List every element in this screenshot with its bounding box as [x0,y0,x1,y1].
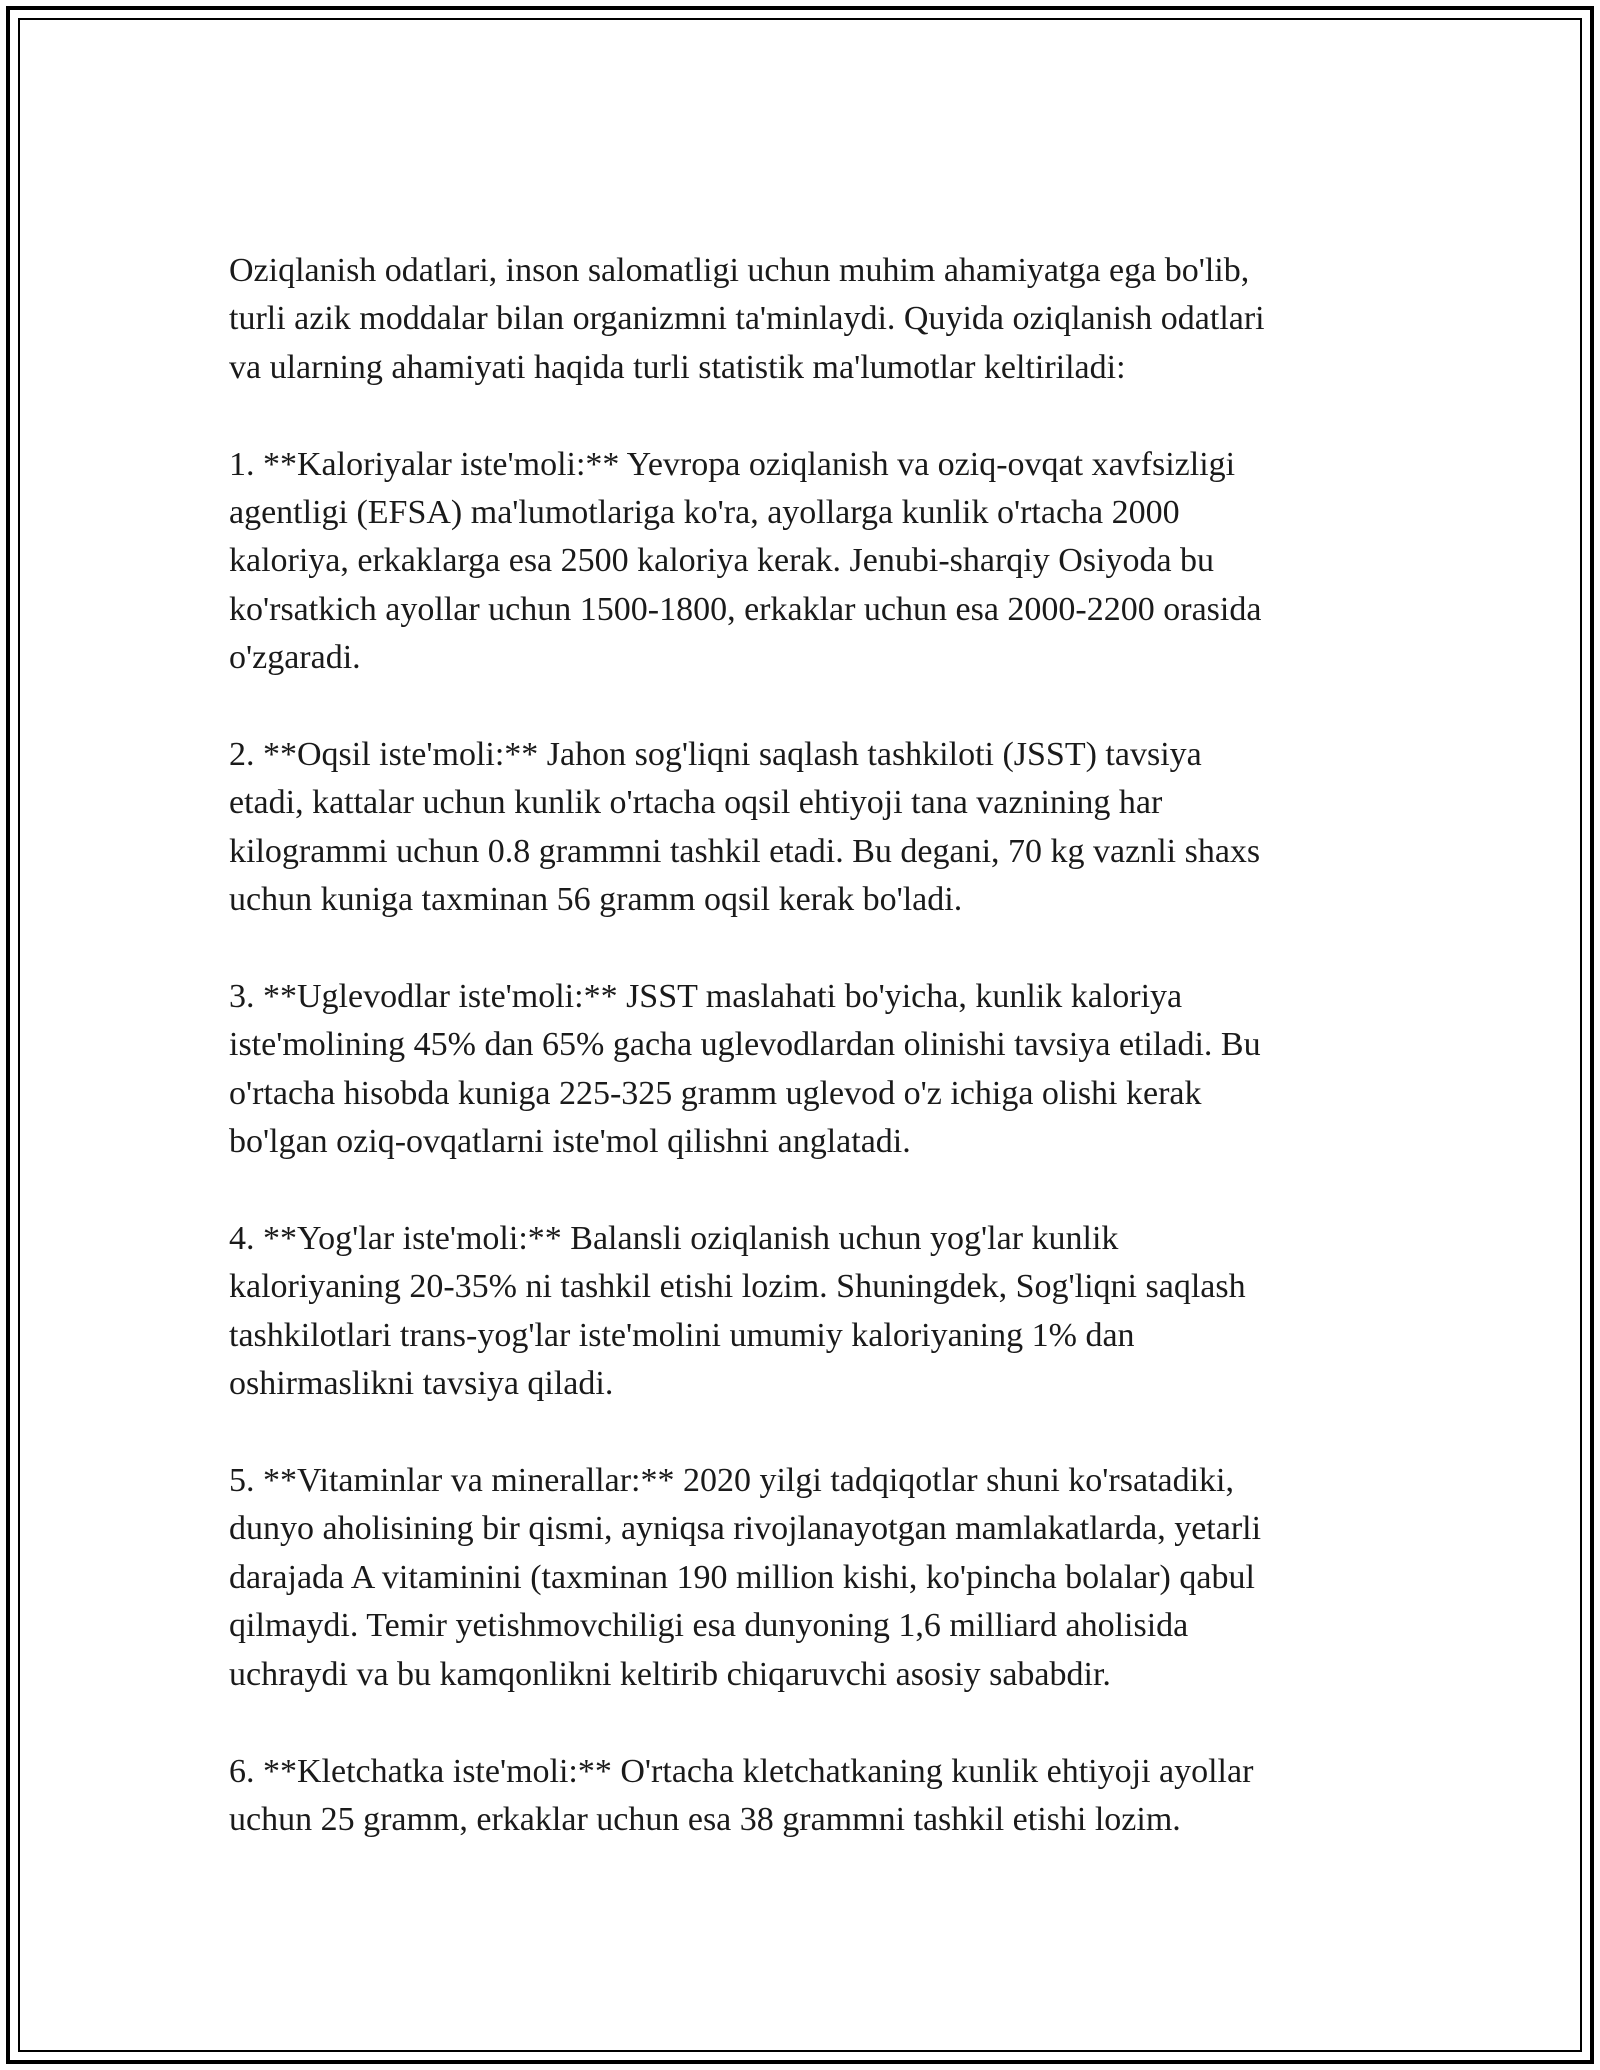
list-item-calories: 1. **Kaloriyalar iste'moli:** Yevropa oziqlanish va oziq-ovqat xavfsizligi agentligi (EFSA) ma'lumotlariga ko'ra, ayollarga kunlik o'rtacha 2000 kaloriya, erkaklarga esa 2500 kaloriya kerak. Jenubi-sharqiy Osiyoda bu ko'rsatkich ayollar uchun 1500-1800, erkaklar uchun esa 2000-2200 orasida o'zgaradi. [229,445,1262,677]
document-body [229,247,1389,1844]
list-item-protein: 2. **Oqsil iste'moli:** Jahon sog'liqni saqlash tashkiloti (JSST) tavsiya etadi, kattalar uchun kunlik o'rtacha oqsil ehtiyoji tana vaznining har kilogrammi uchun 0.8 grammni tashkil etadi. Bu degani, 70 kg vaznli shaxs uchun kuniga taxminan 56 gramm oqsil kerak bo'ladi. [229,736,1261,919]
list-item-fats: 4. **Yog'lar iste'moli:** Balansli oziqlanish uchun yog'lar kunlik kaloriyaning 20-35% ni tashkil etishi lozim. Shuningdek, Sog'liqni saqlash tashkilotlari trans-yog'lar iste'molini umumiy kaloriyaning 1% dan oshirmaslikni tavsiya qiladi. [229,1220,1246,1403]
list-item-fiber: 6. **Kletchatka iste'moli:** O'rtacha kletchatkaning kunlik ehtiyoji ayollar uchun 25 gramm, erkaklar uchun esa 38 grammni tashkil etishi lozim. [229,1752,1254,1838]
list-item-carbohydrates: 3. **Uglevodlar iste'moli:** JSST maslahati bo'yicha, kunlik kaloriya iste'molining 45% dan 65% gacha uglevodlardan olinishi tavsiya etiladi. Bu o'rtacha hisobda kuniga 225-325 gramm uglevod o'z ichiga olishi kerak bo'lgan oziq-ovqatlarni iste'mol qilishni anglatadi. [229,978,1261,1161]
intro-paragraph: Oziqlanish odatlari, inson salomatligi uchun muhim ahamiyatga ega bo'lib, turli azik moddalar bilan organizmni ta'minlaydi. Quyida oziqlanish odatlari va ularning ahamiyati haqida turli statistik ma'lumotlar keltiriladi: [229,252,1265,386]
list-item-vitamins-minerals: 5. **Vitaminlar va minerallar:** 2020 yilgi tadqiqotlar shuni ko'rsatadiki, dunyo aholisining bir qismi, ayniqsa rivojlanayotgan mamlakatlarda, yetarli darajada A vitaminini (taxminan 190 million kishi, ko'pincha bolalar) qabul qilmaydi. Temir yetishmovchiligi esa dunyoning 1,6 milliard aholisida uchraydi va bu kamqonlikni keltirib chiqaruvchi asosiy sababdir. [229,1462,1262,1693]
